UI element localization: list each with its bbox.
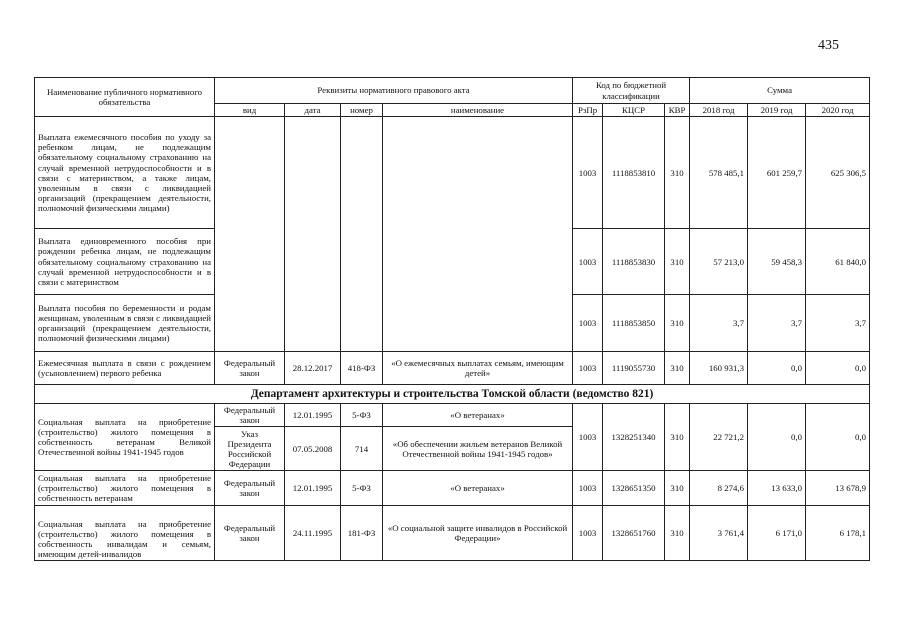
sum-2020-cell: 61 840,0 [806,229,870,295]
sum-2019-cell: 0,0 [748,404,806,471]
act-title-cell: «О социальной защите инвалидов в Российской Федерации» [383,506,573,561]
act-date-cell: 07.05.2008 [285,427,341,471]
rzpr-cell: 1003 [573,506,603,561]
table-row [35,404,870,427]
section-title: Департамент архитектуры и строительства Томской области (ведомство 821) [35,385,870,404]
rzpr-cell: 1003 [573,229,603,295]
requisites-title-empty [383,117,573,352]
obligation-name: Социальная выплата на приобретение (строительство) жилого помещения в собственность ветеранам [35,471,215,506]
act-number-cell: 5-ФЗ [341,471,383,506]
table-row [35,506,870,561]
sum-2019-cell: 0,0 [748,352,806,385]
act-date-cell: 28.12.2017 [285,352,341,385]
kcsr-cell: 1328251340 [603,404,665,471]
sum-2018-cell: 8 274,6 [690,471,748,506]
requisites-number-empty [341,117,383,352]
obligations-table [34,77,870,561]
rzpr-cell: 1003 [573,117,603,229]
header-rzpr: РзПр [573,104,603,117]
act-vid-cell: Федеральный закон [215,352,285,385]
header-name: Наименование публичного нормативного обязательства [35,78,215,117]
sum-2019-cell: 601 259,7 [748,117,806,229]
act-title-cell: «О ежемесячных выплатах семьям, имеющим детей» [383,352,573,385]
act-vid-cell: Указ Президента Российской Федерации [215,427,285,471]
header-2018: 2018 год [690,104,748,117]
rzpr-cell: 1003 [573,471,603,506]
kcsr-cell: 1328651760 [603,506,665,561]
act-vid-cell: Федеральный закон [215,404,285,427]
header-kcsr: КЦСР [603,104,665,117]
obligation-name: Социальная выплата на приобретение (строительство) жилого помещения в собственность ветеранам Великой Отечественной войны 1941-1945 годов [35,404,215,471]
obligation-name: Выплата пособия по беременности и родам женщинам, уволенным в связи с ликвидацией организаций (прекращением деятельности, полномочий физическими лицами) [35,295,215,352]
section-header-row [35,385,870,404]
sum-2020-cell: 3,7 [806,295,870,352]
header-2020: 2020 год [806,104,870,117]
sum-2019-cell: 13 633,0 [748,471,806,506]
kcsr-cell: 1119055730 [603,352,665,385]
kcsr-cell: 1118853810 [603,117,665,229]
act-title-cell: «Об обеспечении жильем ветеранов Великой Отечественной войны 1941-1945 годов» [383,427,573,471]
act-date-cell: 12.01.1995 [285,404,341,427]
obligation-name: Выплата единовременного пособия при рождении ребенка лицам, не подлежащим обязательному социальному страхованию на случай временной нетрудоспособности и в связи с материнством [35,229,215,295]
kvr-cell: 310 [665,471,690,506]
sum-2019-cell: 3,7 [748,295,806,352]
obligation-name: Социальная выплата на приобретение (строительство) жилого помещения в собственность инвалидам и семьям, имеющим детей-инвалидов [35,506,215,561]
kcsr-cell: 1118853850 [603,295,665,352]
sum-2018-cell: 57 213,0 [690,229,748,295]
act-number-cell: 418-ФЗ [341,352,383,385]
sum-2018-cell: 578 485,1 [690,117,748,229]
header-kvr: КВР [665,104,690,117]
sum-2020-cell: 625 306,5 [806,117,870,229]
kvr-cell: 310 [665,295,690,352]
kcsr-cell: 1328651350 [603,471,665,506]
sum-2019-cell: 6 171,0 [748,506,806,561]
obligation-name: Ежемесячная выплата в связи с рождением (усыновлением) первого ребенка [35,352,215,385]
act-date-cell: 24.11.1995 [285,506,341,561]
act-number-cell: 5-ФЗ [341,404,383,427]
kvr-cell: 310 [665,404,690,471]
obligation-name: Выплата ежемесячного пособия по уходу за ребенком лицам, не подлежащим обязательному социальному страхованию на случай временной нетрудоспособности и в связи с материнством, а также лицам, уволенным в связи с ликвидацией организаций (прекращением деятельности, полномочий физическими лицами) [35,117,215,229]
sum-2019-cell: 59 458,3 [748,229,806,295]
act-title-cell: «О ветеранах» [383,471,573,506]
sum-2020-cell: 13 678,9 [806,471,870,506]
kcsr-cell: 1118853830 [603,229,665,295]
table-row [35,117,870,229]
sum-2018-cell: 3 761,4 [690,506,748,561]
table-row [35,352,870,385]
header-requisites: Реквизиты нормативного правового акта [215,78,573,104]
sum-2018-cell: 3,7 [690,295,748,352]
kvr-cell: 310 [665,229,690,295]
sum-2018-cell: 160 931,3 [690,352,748,385]
sum-2020-cell: 6 178,1 [806,506,870,561]
header-vid: вид [215,104,285,117]
act-title-cell: «О ветеранах» [383,404,573,427]
header-title: наименование [383,104,573,117]
kvr-cell: 310 [665,352,690,385]
act-number-cell: 714 [341,427,383,471]
requisites-date-empty [285,117,341,352]
header-2019: 2019 год [748,104,806,117]
rzpr-cell: 1003 [573,352,603,385]
kvr-cell: 310 [665,117,690,229]
requisites-vid-empty [215,117,285,352]
header-number: номер [341,104,383,117]
page-number: 435 [818,38,839,53]
sum-2018-cell: 22 721,2 [690,404,748,471]
header-sum: Сумма [690,78,870,104]
header-date: дата [285,104,341,117]
act-vid-cell: Федеральный закон [215,506,285,561]
kvr-cell: 310 [665,506,690,561]
header-budget-code: Код по бюджетной классификации [573,78,690,104]
rzpr-cell: 1003 [573,404,603,471]
act-number-cell: 181-ФЗ [341,506,383,561]
sum-2020-cell: 0,0 [806,352,870,385]
act-date-cell: 12.01.1995 [285,471,341,506]
sum-2020-cell: 0,0 [806,404,870,471]
act-vid-cell: Федеральный закон [215,471,285,506]
table-row [35,471,870,506]
rzpr-cell: 1003 [573,295,603,352]
